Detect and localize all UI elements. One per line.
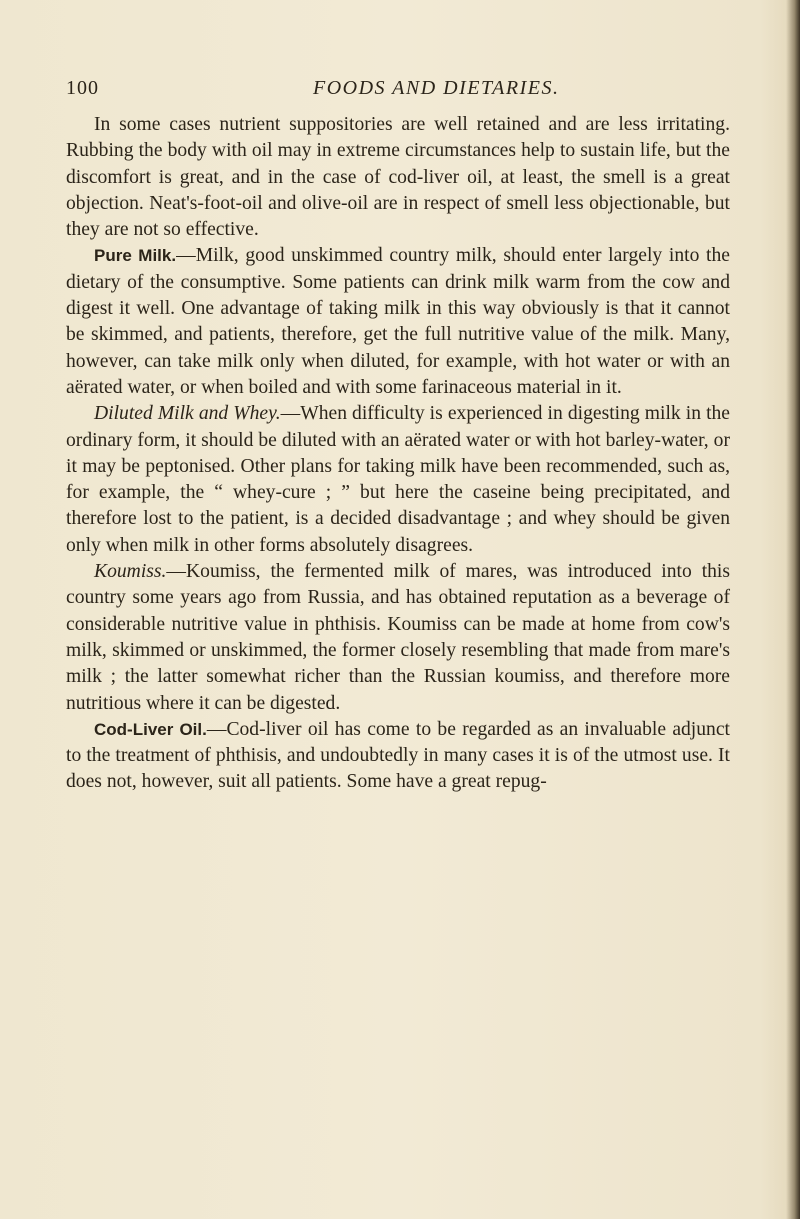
page-edge-shadow	[786, 0, 800, 1219]
page-number: 100	[66, 77, 99, 99]
body-text	[66, 112, 730, 796]
paragraph-text: —When difficulty is experienced in digesting milk in the ordinary form, it should be diluted with an aërated water or with hot barley-water, or it may be peptonised. Other plans for taking milk have been recommended, such as, for example, the “ whey-cure ; ” but here the caseine being precipitated, and therefore lost to the patient, is a decided disadvantage ; and whey should be given only when milk in other forms absolutely disagrees.	[66, 403, 730, 556]
paragraph-text: —Cod-liver oil has come to be regarded as an invaluable adjunct to the treatment of phthisis, and undoubtedly in many cases it is of the utmost use. It does not, however, suit all patients. Some have a great repug-	[66, 718, 730, 793]
paragraph-text: —Milk, good unskimmed country milk, should enter largely into the dietary of the consumptive. Some patients can drink milk warm from the cow and digest it well. One advantage of taking milk in this way obviously is that it cannot be skimmed, and patients, therefore, get the full nutritive value of the milk. Many, however, can take milk only when diluted, for example, with hot water or with an aërated water, or when boiled and with some farinaceous material in it.	[66, 245, 730, 398]
paragraph-diluted-milk	[66, 401, 730, 559]
paragraph-cod-liver-oil	[66, 717, 730, 796]
section-heading-cod-liver-oil: Cod-Liver Oil.	[94, 719, 207, 739]
section-heading-diluted-milk: Diluted Milk and Whey.	[94, 403, 281, 425]
paragraph-koumiss	[66, 559, 730, 717]
paragraph-text: —Koumiss, the fermented milk of mares, was introduced into this country some years ago from Russia, and has obtained reputation as a beverage of considerable nutritive value in phthisis. Koumiss can be made at home from cow's milk, skimmed or unskimmed, the former closely resembling that made from mare's milk ; the latter somewhat richer than the Russian koumiss, and therefore more nutritious where it can be digested.	[66, 561, 730, 714]
paragraph-intro	[66, 112, 730, 243]
paragraph-text: In some cases nutrient suppositories are well retained and are less irritating. Rubbing the body with oil may in extreme circumstances help to sustain life, but the discomfort is great, and in the case of cod-liver oil, at least, the smell is a great objection. Neat's-foot-oil and olive-oil are in respect of smell less objectionable, but they are not so effective.	[66, 114, 730, 241]
paragraph-pure-milk	[66, 243, 730, 401]
running-title: FOODS AND DIETARIES.	[313, 77, 560, 99]
section-heading-pure-milk: Pure Milk.	[94, 246, 177, 266]
section-heading-koumiss: Koumiss.	[94, 561, 167, 583]
page-header	[66, 77, 766, 107]
